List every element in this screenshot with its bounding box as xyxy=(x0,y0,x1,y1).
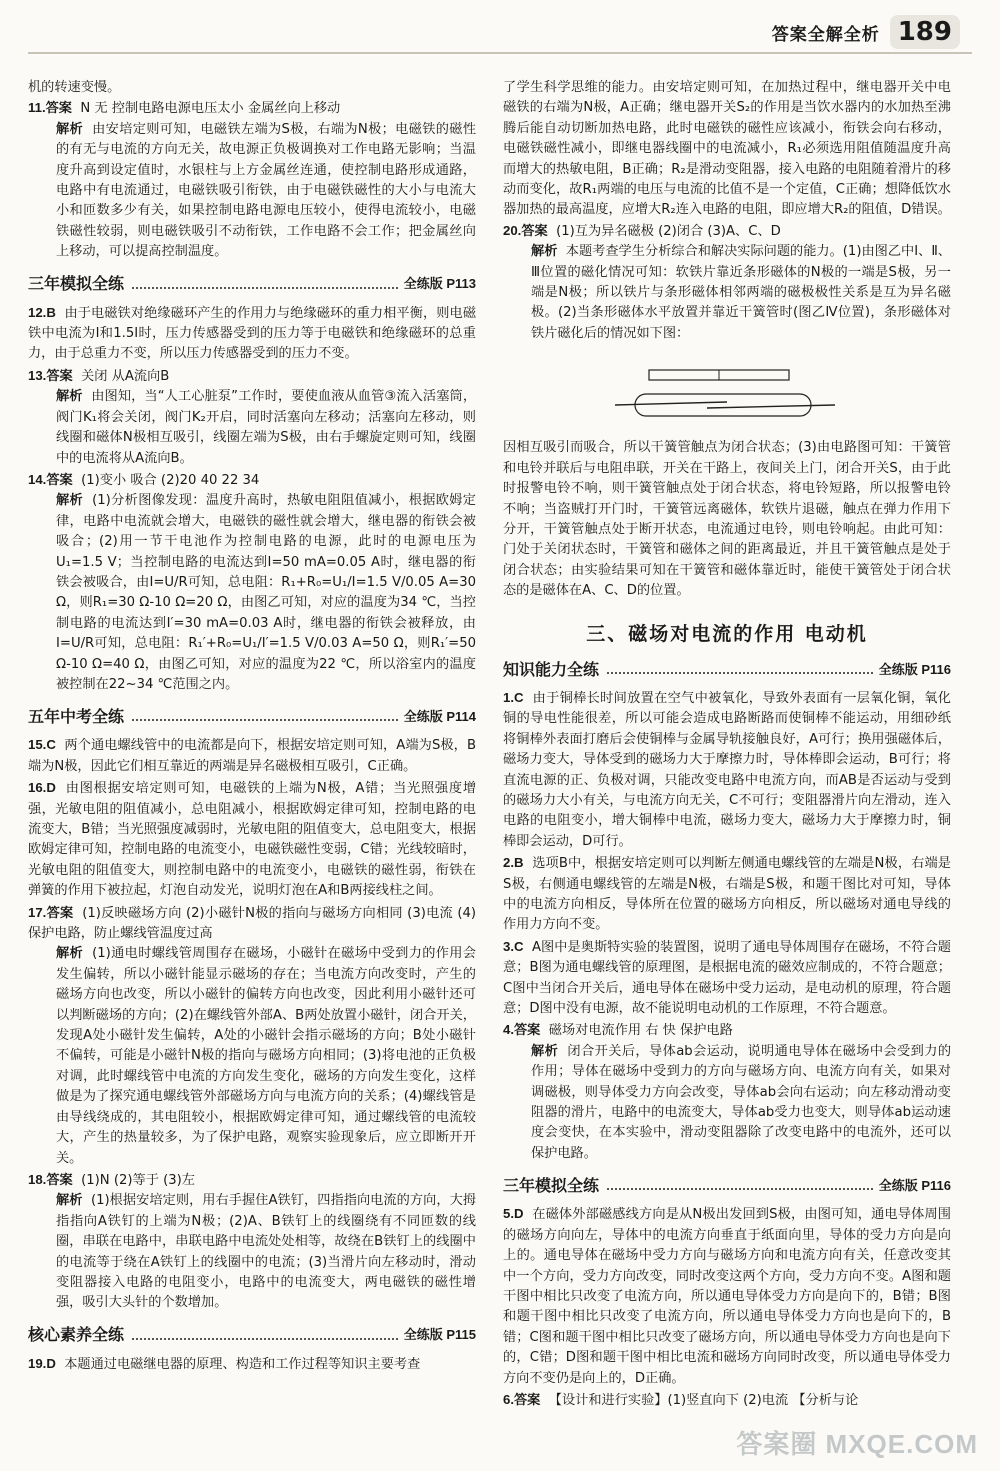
page-header xyxy=(772,12,960,52)
answer-text: (1)反映磁场方向 (2)小磁针N极的指向与磁场方向相同 (3)电流 (4)保护电路，防止螺线管温度过高 xyxy=(28,905,476,942)
left-column xyxy=(28,78,476,1376)
section-header-exam xyxy=(28,705,476,727)
answer-text: 在磁体外部磁感线方向是从N极出发回到S极，由图可知，通电导体周围的磁场方向向左，导体中的电流方向垂直于纸面向里，导体的受力方向是向上的。通电导体在磁场中受力方向与磁场方向和电流方向有关，任意改变其中一个方向，受力方向改变，同时改变这两个方向，受力方向不变。A图和题干图中相比只改变了电流方向，所以通电导体受力方向是向下的，B错；B图和题干图中相比只改变了电流方向，所以通电导体受力方向也是向下的，B错；C图和题干图中相比只改变了磁场方向，所以通电导体受力方向也是向下的，C错；D图和题干图中相比电流和磁场方向同时改变，所以通电导体受力方向不变仍是向上的，D正确。 xyxy=(503,1207,951,1386)
section-title: 三年模拟全练 xyxy=(503,1175,600,1195)
answer-label: 答案 xyxy=(46,1172,73,1188)
answer-label: 答案 xyxy=(46,368,73,384)
q-number: 16.D xyxy=(28,780,56,796)
right-column xyxy=(503,78,951,1412)
answer-15 xyxy=(28,735,476,777)
analysis-label: 解析 xyxy=(531,1043,559,1059)
q-number: 5.D xyxy=(503,1206,524,1222)
answer-label: 答案 xyxy=(514,1023,541,1039)
answer-20-analysis-continued: 因相互吸引而吸合，所以干簧管触点为闭合状态；(3)由电路图可知：干簧管和电铃并联后与电阻串联，开关在干路上，夜间关上门，闭合开关S，由于此时报警电铃不响，则干簧管触点处于闭合状态，将电铃短路，所以报警电铃不响；当盗贼打开门时，干簧管远离磁体，软铁片退磁，触点在弹力作用下分开，干簧管触点处于断开状态，电流通过电铃，则电铃响起。由此可知：门处于关闭状态时，干簧管和磁体之间的距离最近，并且干簧管触点是处于闭合状态；由实验结果可知在干簧管和磁体靠近时，能使干簧管处于闭合状态的是磁体在A、C、D的位置。 xyxy=(503,440,951,599)
section-title: 三年模拟全练 xyxy=(28,274,125,294)
answer-20 xyxy=(503,221,951,344)
answer-text: (1)N (2)等于 (3)左 xyxy=(81,1172,195,1188)
analysis-text: 由安培定则可知，电磁铁左端为S极，右端为N极；电磁铁的磁性的有无与电流的方向无关，故电源正负极调换对工作电路无影响；当温度升高到设定值时，水银柱与上方金属丝连通，使控制电路形成通路，电路中有电流通过，电磁铁吸引衔铁，由于电磁铁磁性的大小与电流大小和匝数多少有关，如果控制电路电源电压较小，使得电流较小，电磁铁磁性较弱，则电磁铁吸引不动衔铁，工作电路不会工作；把金属丝向上移动，可以提高控制温度。 xyxy=(56,121,477,260)
answer-3 xyxy=(503,937,951,1020)
analysis-label: 解析 xyxy=(56,121,84,137)
answer-2 xyxy=(503,853,951,936)
answer-11 xyxy=(28,98,476,262)
analysis-text: 本题考查学生分析综合和解决实际问题的能力。(1)由图乙中Ⅰ、Ⅱ、Ⅲ位置的磁化情况可知：软铁片靠近条形磁体的N极的一端是S极，另一端是N极；所以铁片与条形磁体相邻两端的磁极极性关系是互为异名磁极。(2)当条形磁体水平放置并靠近干簧管时(图乙Ⅳ位置)，条形磁体对铁片磁化后的情况如下图： xyxy=(531,244,951,341)
header-title: 答案全解全析 xyxy=(771,24,880,45)
reed-switch-figure xyxy=(607,348,847,432)
answer-text: 由于铜棒长时间放置在空气中被氧化，导致外表面有一层氧化铜，氧化铜的导电性能很差，所以可能会造成电路断路而使铜棒不能运动，用细砂纸将铜棒外表面打磨后会使铜棒与金属导轨接触良好，A可行；换用强磁体后，磁场力变大，导体受到的磁场力大于摩擦力时，导体棒即会运动，B可行；将直流电源的正、负极对调，只能改变电路中电流方向，而AB是否运动与受到的磁场力大小有关，与电流方向无关，C不可行；变阻器滑片向左滑动，连入电路的电阻变小，增大铜棒中电流，磁场力变大，磁场力大于摩擦力时，铜棒即会运动，D可行。 xyxy=(503,690,951,849)
answer-13 xyxy=(28,366,476,469)
answer-text: 关闭 从A流向B xyxy=(81,368,170,384)
answer-18 xyxy=(28,1170,476,1314)
answer-1 xyxy=(503,688,951,852)
chapter-title: 三、磁场对电流的作用 电动机 xyxy=(586,622,868,645)
q-number: 17. xyxy=(28,904,47,920)
answer-label: 答案 xyxy=(521,223,548,239)
answer-label: 答案 xyxy=(514,1392,541,1408)
q-number: 2.B xyxy=(503,855,524,871)
answer-12 xyxy=(28,303,476,365)
analysis-text: (1)通电时螺线管周围存在磁场，小磁针在磁场中受到力的作用会发生偏转，所以小磁针能显示磁场的存在；当电流方向改变时，产生的磁场方向也改变，所以小磁针的偏转方向也改变，因此利用小磁针还可以判断磁场的方向；(2)在螺线管外部A、B两处放置小磁针，闭合开关，发现A处小磁针发生偏转，A处的小磁针会指示磁场的方向；B处小磁针不偏转，可能是小磁针N极的指向与磁场方向相同；(3)将电池的正负极对调，此时螺线管中电流的方向发生变化，磁场的方向发生变化，这样做是为了探究通电螺线管外部磁场方向与电流方向的关系；(4)螺线管是由导线绕成的，其电阻较小，根据欧姆定律可知，通过螺线管的电流较大，产生的热量较多，为了保护电路，观察实验现象后，应立即断开开关。 xyxy=(56,946,476,1166)
reed-switch-diagram xyxy=(503,348,951,432)
intro-line: 机的转速变慢。 xyxy=(28,80,121,95)
answer-text: A图中是奥斯特实验的装置图，说明了通电导体周围存在磁场，不符合题意；B图为通电螺线管的原理图，是根据电流的磁效应制成的，不符合题意；C图中当闭合开关后，通电导体在磁场中受力运动，是电动机的原理，符合题意；D图中没有电源，故不能说明电动机的工作原理，不符合题意。 xyxy=(503,939,951,1017)
q-number: 11. xyxy=(28,100,46,116)
section-title: 知识能力全练 xyxy=(503,659,600,679)
page-number: 189 xyxy=(890,15,960,49)
answer-text: 【设计和进行实验】(1)竖直向下 (2)电流 【分析与论 xyxy=(548,1392,859,1408)
section-ref: 全练版 P115 xyxy=(403,1327,476,1343)
answer-label: 答案 xyxy=(45,101,72,117)
section-ref: 全练版 P116 xyxy=(878,1177,951,1193)
answer-19 xyxy=(28,1354,476,1375)
analysis-text: (1)分析图像发现：温度升高时，热敏电阻阻值减小，根据欧姆定律，电路中电流就会增大，电磁铁的磁性就会增大，继电器的衔铁会被吸合；(2)用一节干电池作为控制电路的电源，此时的电源电压为U₁=1.5 V；当控制电路的电流达到I=50 mA=0.05 A时，继电器的衔铁会被吸合，由I=U/R可知，总电阻：R₁+R₀=U₁/I=1.5 V/0.05 A=30 Ω，则R₁=30 Ω-10 Ω=20 Ω，由图乙可知，对应的温度为34 ℃，当控制电路的电流达到I′=30 mA=0.03 A时，继电器的衔铁会被释放，由I=U/R可知，总电阻：R₁′+R₀=U₁/I′=1.5 V/0.03 A=50 Ω，则R₁′=50 Ω-10 Ω=40 Ω，由图乙可知，对应的温度为22 ℃，所以浴室内的温度被控制在22~34 ℃范围之内。 xyxy=(56,493,476,692)
answer-text: 选项B中，根据安培定则可以判断左侧通电螺线管的左端是N极，右端是S极，右侧通电螺线管的左端是N极，右端是S极，和题干图比对可知，导体中的电流方向相反，导体所在位置的磁场方向相反，所以磁场对通电导线的作用力方向不变。 xyxy=(503,856,951,933)
analysis-text: 由图知，当“人工心脏泵”工作时，要使血液从血管③流入活塞筒，阀门K₁将会关闭，阀门K₂开启，同时活塞向左移动；活塞向左移动，则线圈和磁体N极相互吸引，线圈左端为S极，由右手螺旋定则可知，线圈中的电流将从A流向B。 xyxy=(56,389,477,466)
q-number: 13. xyxy=(28,367,47,383)
section-dots xyxy=(132,287,398,289)
section-dots xyxy=(607,672,873,674)
analysis-text: (1)根据安培定则，用右手握住A铁钉，四指指向电流的方向，大拇指指向A铁钉的上端为N极；(2)A、B铁钉上的线圈绕有不同匝数的线圈，串联在电路中，串联电路中电流处处相等，故绕在B铁钉上的线圈中的电流等于绕在A铁钉上的线圈中的电流；(3)当滑片向左移动时，滑动变阻器接入电路的电阻变小，电路中的电流变大，两电磁铁的磁性增强，吸引大头针的个数增加。 xyxy=(56,1193,476,1311)
answer-6 xyxy=(503,1390,951,1411)
q-number: 20. xyxy=(503,222,522,238)
section-dots xyxy=(132,719,398,721)
section-header-core xyxy=(28,1324,476,1346)
analysis-label: 解析 xyxy=(56,946,84,962)
answer-label: 答案 xyxy=(46,472,73,488)
reed-blade-right xyxy=(707,405,835,408)
header-divider xyxy=(28,52,972,54)
analysis-label: 解析 xyxy=(56,1193,83,1209)
section-ref: 全练版 P116 xyxy=(878,661,951,677)
reed-blade-left xyxy=(615,402,727,405)
section-header-knowledge xyxy=(503,658,951,680)
answer-text: 本题通过电磁继电器的原理、构造和工作过程等知识主要考查 xyxy=(64,1356,421,1372)
answer-17 xyxy=(28,903,476,1169)
answer-text: 两个通电螺线管中的电流都是向下，根据安培定则可知，A端为S极，B端为N极，因此它们相互靠近的两端是异名磁极相互吸引，C正确。 xyxy=(28,738,476,774)
answer-text: N 无 控制电路电源电压太小 金属丝向上移动 xyxy=(80,101,341,117)
q-number: 12.B xyxy=(28,304,56,320)
q-number: 3.C xyxy=(503,938,524,954)
q-number: 1.C xyxy=(503,689,524,705)
q-number: 4. xyxy=(503,1022,514,1038)
q-number: 18. xyxy=(28,1171,47,1187)
answer-text: 磁场对电流作用 右 快 保护电路 xyxy=(548,1023,733,1039)
answer-text: (1)互为异名磁极 (2)闭合 (3)A、C、D xyxy=(556,223,781,239)
section-dots xyxy=(132,1338,398,1340)
analysis-label: 解析 xyxy=(531,244,558,260)
answer-text: 由于电磁铁对绝缘磁环产生的作用力与绝缘磁环的重力相平衡，则电磁铁中电流为I和1.5I时，压力传感器受到的压力等于电磁铁和绝缘磁环的总重力，由于总重力不变，所以压力传感器受到的压力不变。 xyxy=(28,305,477,362)
answer-text: 由图根据安培定则可知，电磁铁的上端为N极，A错；当光照强度增强，光敏电阻的阻值减小，总电阻减小，根据欧姆定律可知，控制电路的电流变大，B错；当光照强度减弱时，光敏电阻的阻值变大，总电阻变大，根据欧姆定律可知，控制电路的电流变小，电磁铁磁性变弱，C错；光线较暗时，光敏电阻的阻值变大，则控制电路中的电流变小，电磁铁的磁性弱，衔铁在弹簧的作用下被拉起，灯泡自动发光，说明灯泡在A和B两接线柱之间。 xyxy=(28,781,477,899)
q-number: 14. xyxy=(28,471,47,487)
watermark-logo: 答案圈 MXQE.COM xyxy=(736,1429,978,1459)
q-number: 15.C xyxy=(28,737,56,753)
answer-14 xyxy=(28,470,476,695)
section-header-mock xyxy=(28,273,476,295)
answer-text: (1)变小 吸合 (2)20 40 22 34 xyxy=(81,472,260,488)
q-number: 6. xyxy=(503,1391,514,1407)
reed-tube xyxy=(635,394,811,416)
section-title: 核心素养全练 xyxy=(28,1325,125,1345)
answer-label: 答案 xyxy=(46,905,74,921)
q-number: 19.D xyxy=(28,1355,56,1371)
analysis-label: 解析 xyxy=(56,493,84,509)
section-ref: 全练版 P113 xyxy=(403,276,476,292)
analysis-text: 闭合开关后，导体ab会运动，说明通电导体在磁场中会受到力的作用；导体在磁场中受到力的方向与磁场方向、电流方向有关，如果对调磁极，则导体受力方向会改变，导体ab会向右运动；向左移动滑动变阻器的滑片，电路中的电流变大，导体ab受力也变大，则导体ab运动速度会变快，在本实验中，滑动变阻器除了改变电路中的电流外，还可以保护电路。 xyxy=(531,1043,952,1161)
section-dots xyxy=(607,1188,873,1190)
answer-4 xyxy=(503,1020,951,1164)
section-title: 五年中考全练 xyxy=(28,706,125,726)
section-header-mock-2 xyxy=(503,1174,951,1196)
answer-19-continued: 了学生科学思维的能力。由安培定则可知，在加热过程中，继电器开关中电磁铁的右端为N极，A正确；继电器开关S₂的作用是当饮水器内的水加热至沸腾后能自动切断加热电路，此时电磁铁的磁性应该减小，衔铁会向右移动，电磁铁磁性减小，即继电器线圈中的电流减小，R₁必须选用阻值随温度升高而增大的热敏电阻，B正确；R₂是滑动变阻器，接入电路的电阻随着滑片的移动而变化，故R₁两端的电压与电流的比值不是一个定值，C正确；想降低饮水器加热的最高温度，应增大R₂连入电路的电阻，即应增大R₂的阻值，D错误。 xyxy=(503,80,951,218)
answer-5 xyxy=(503,1204,951,1389)
section-ref: 全练版 P114 xyxy=(403,708,476,724)
answer-16 xyxy=(28,778,476,901)
analysis-label: 解析 xyxy=(56,389,83,405)
